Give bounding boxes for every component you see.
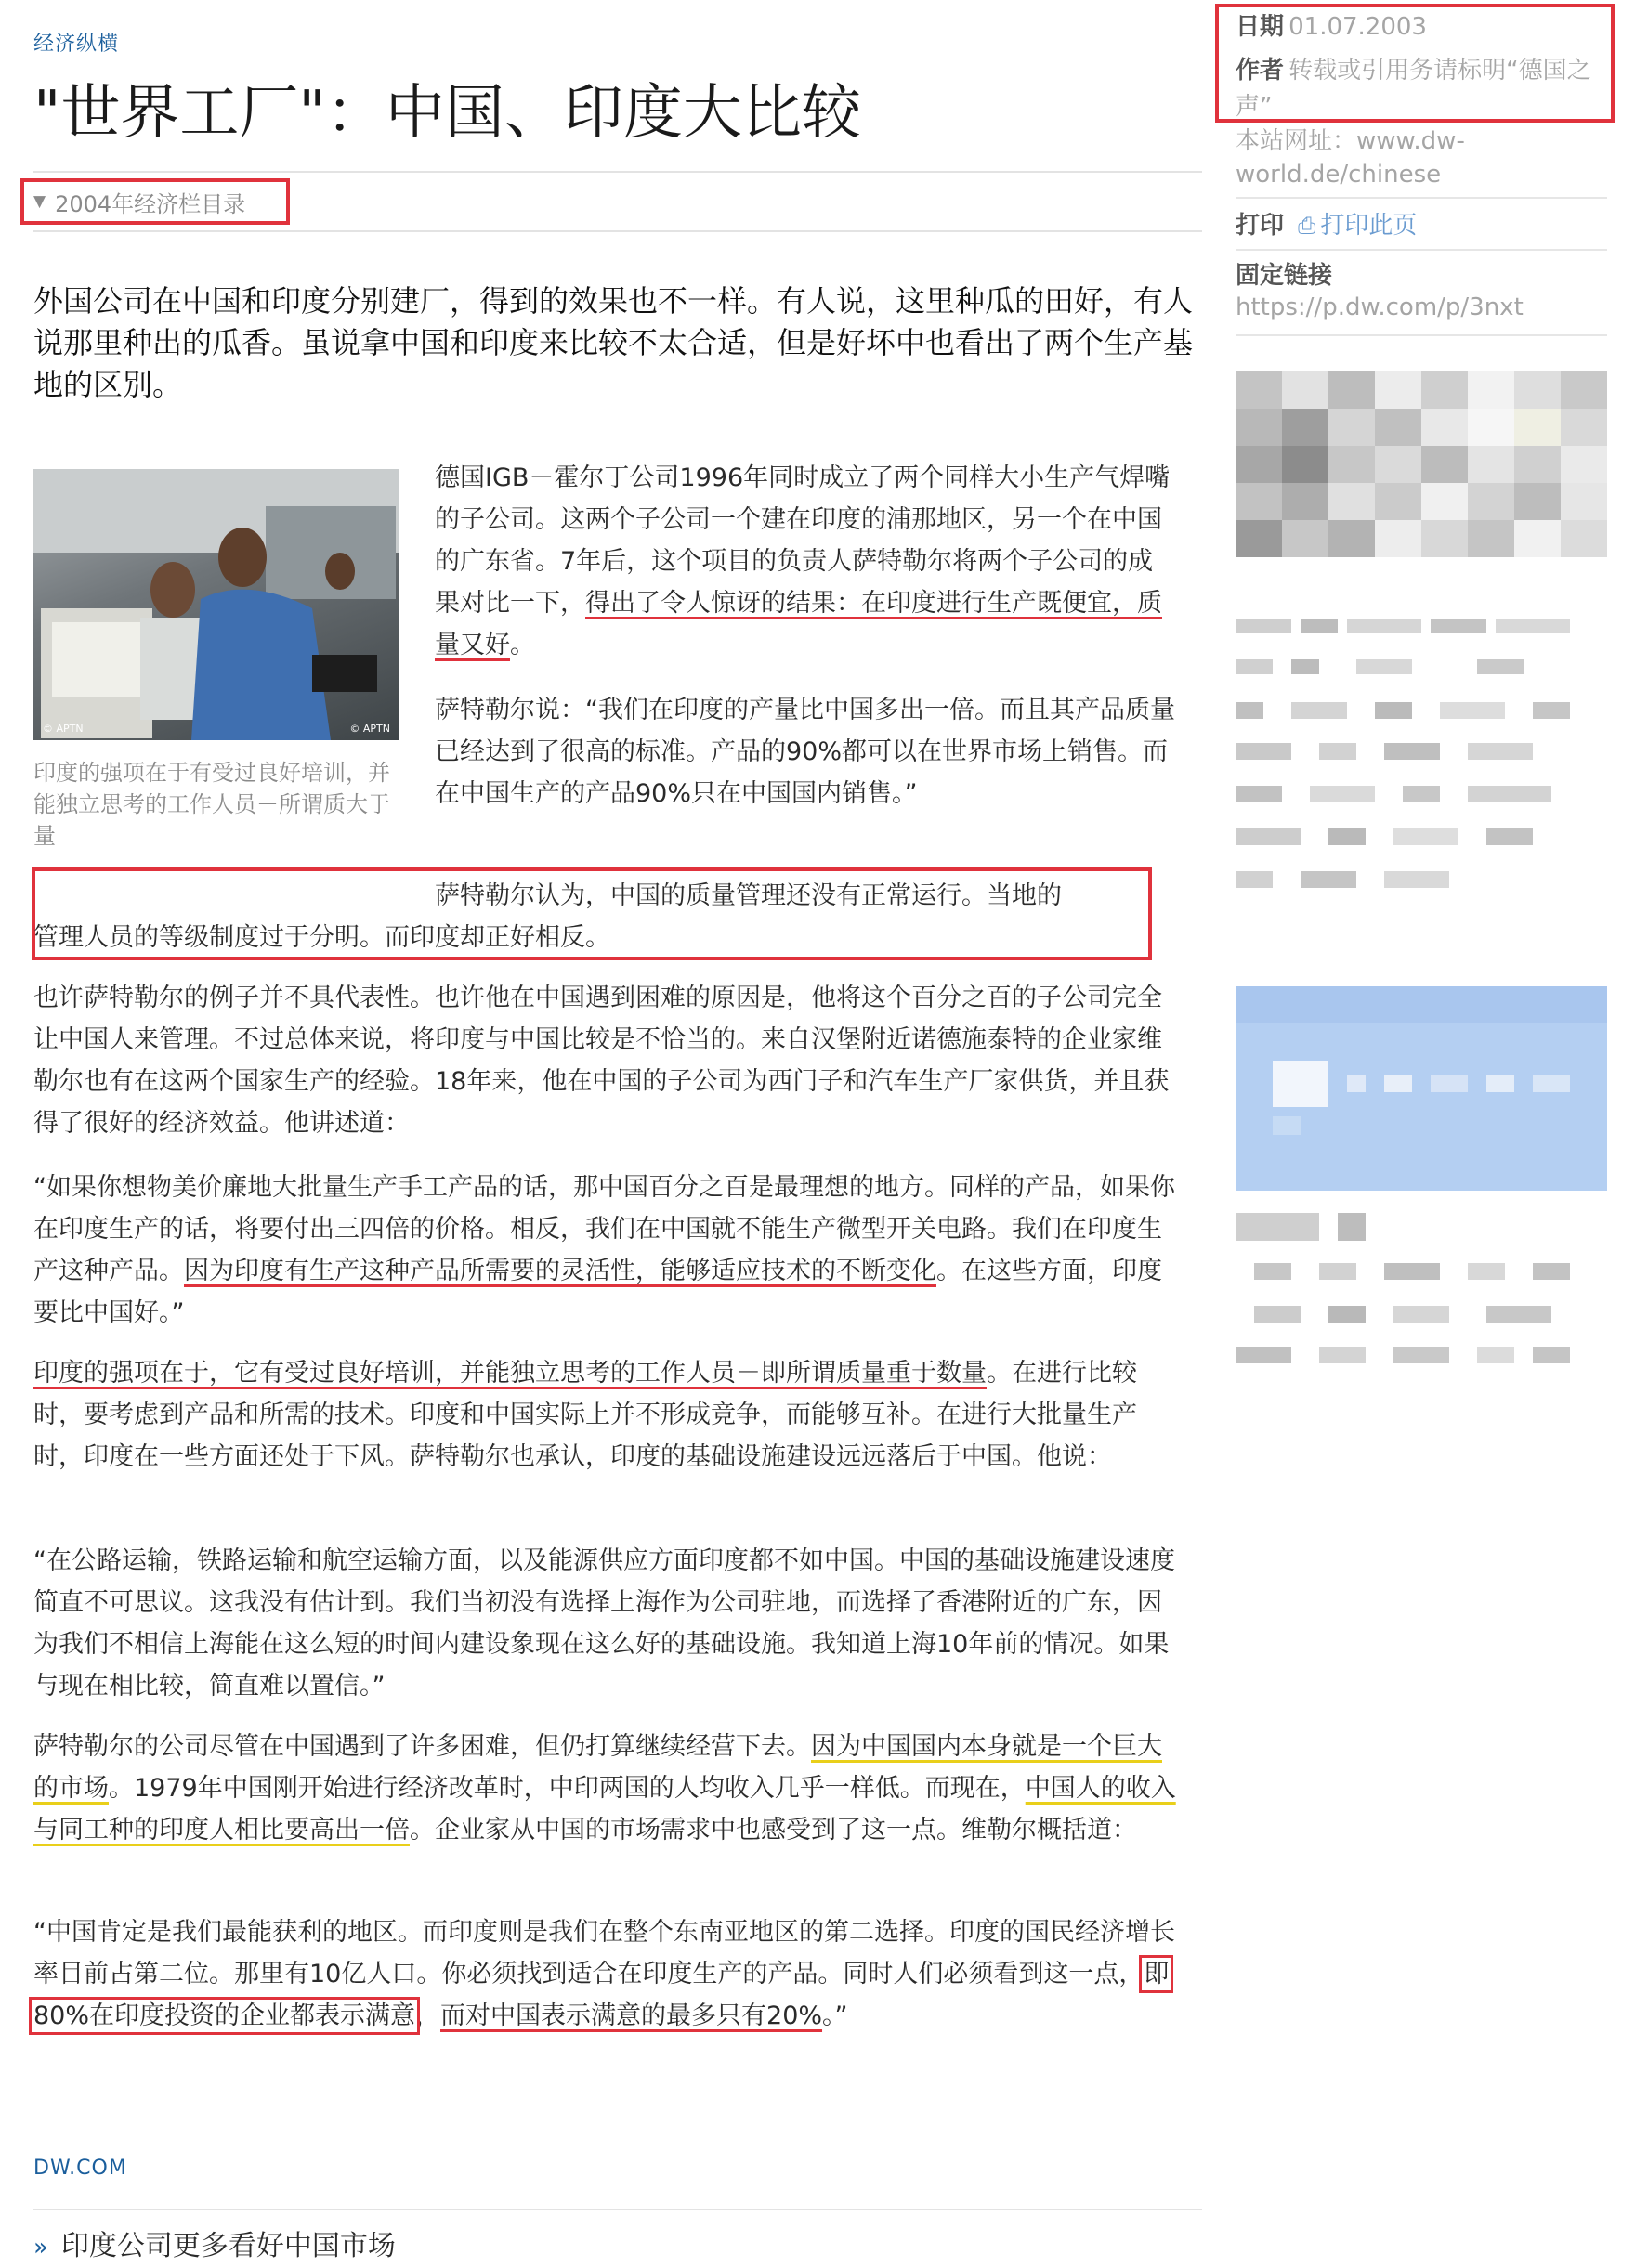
print-row	[1236, 206, 1607, 241]
site-url: 本站网址：www.dw-world.de/chinese	[1236, 127, 1465, 189]
text-run: 萨特勒尔的公司尽管在中国遇到了许多困难，但仍打算继续经营下去。	[33, 1732, 811, 1761]
text-run: “如果你想物美价廉地大批量生产手工产品的话，那中国百分之百是最理想的地方。同样的产品，如果你在印度生产的话，将要付出三四倍的价格。相反，我们在中国就不能生产微型开关电路。我们在印度生产这种产品。	[33, 1173, 1175, 1285]
page-title: "世界工厂"：中国、印度大比较	[33, 79, 861, 148]
triangle-down-icon: ▼	[33, 192, 46, 211]
pixelated-text	[1236, 1207, 1607, 1421]
author-value: 转载或引用务请标明“德国之声”	[1236, 57, 1591, 121]
text-run: 人均收入几乎一样低	[674, 1774, 900, 1803]
underlined-text: 而对中国表示满意的最多只有20%	[440, 2001, 823, 2030]
printer-icon: ⎙	[1298, 213, 1316, 239]
date-value: 01.07.2003	[1288, 13, 1427, 41]
divider	[33, 230, 1202, 232]
meta-date	[1236, 7, 1607, 42]
meta-author	[1236, 54, 1607, 126]
underlined-text: 得出了令人惊讶的结果：在印度进行生产既便宜，质量又好	[435, 589, 1162, 659]
paragraph: 也许萨特勒尔的例子并不具代表性。也许他在中国遇到困难的原因是，他将这个百分之百的子公司完全让中国人来管理。不过总体来说，将印度与中国比较是不恰当的。来自汉堡附近诺德施泰特的企业家维勒尔也有在这两个国家生产的经验。18年来，他在中国的子公司为西门子和汽车生产厂家供货，并且获得了很好的经济效益。他讲述道：	[33, 984, 1170, 1138]
boxed-text: 即80%在印度投资的企业都表示满意	[33, 1960, 1170, 2030]
photo-credit: © APTN	[43, 723, 84, 735]
pixelated-text	[1236, 613, 1607, 929]
related-article-label: 印度公司更多看好中国市场	[60, 2230, 396, 2262]
permalink-value[interactable]: https://p.dw.com/p/3nxt	[1236, 293, 1524, 321]
text-run: 。	[510, 631, 535, 659]
paragraph: “在公路运输，铁路运输和航空运输方面，以及能源供应方面印度都不如中国。中国的基础设施建设速度简直不可思议。这我没有估计到。我们当初没有选择上海作为公司驻地，而选择了香港附近的广东，因为我们不相信上海能在这么短的时间内建设象现在这么好的基础设施。我知道上海10年前的情况。如果与现在相比较，简直难以置信。”	[33, 1546, 1175, 1701]
paragraph: 管理人员的等级制度过于分明。而印度却正好相反。	[33, 923, 610, 952]
text-run: 。在这些方面，印度要比中国好。”	[33, 1257, 1162, 1327]
text-run: 。”	[822, 2001, 848, 2030]
text-run: 。而现在，	[899, 1774, 1026, 1803]
date-label: 日期	[1236, 13, 1285, 41]
paragraph	[33, 1167, 1176, 1334]
divider	[33, 171, 1202, 173]
text-run: ，	[415, 2001, 441, 2030]
paragraph: 萨特勒尔说：“我们在印度的产量比中国多出一倍。而且其产品质量已经达到了很高的标准。产品的90%都可以在世界市场上销售。而在中国生产的产品90%只在中国国内销售。”	[435, 696, 1175, 808]
divider	[33, 2209, 1202, 2210]
pixelated-image	[1236, 371, 1607, 594]
underlined-text: 印度的强项在于，它有受过良好培训，并能独立思考的工作人员－即所谓质量重于数量	[33, 1359, 987, 1388]
divider	[1236, 249, 1607, 251]
text-run: 。企业家从中国的市场需求中也感受到了这一点。维勒尔概括道：	[410, 1816, 1137, 1844]
photo-caption: 印度的强项在于有受过良好培训，并能独立思考的工作人员－所谓质大于量	[33, 760, 390, 849]
underlined-text: 中国人的收入与同工种的印度人相比要高出一倍	[33, 1774, 1176, 1844]
print-link[interactable]: 打印此页	[1320, 212, 1418, 240]
paragraph	[435, 457, 1178, 666]
text-run: 德国IGB－霍尔丁公司1996年同时成立了两个同样大小生产气焊嘴的子公司。这两个子公司一个建在印度的浦那地区，另一个在中国的广东省。7年后，这个项目的负责人萨特勒尔将两个子公司的成果对比一下，	[435, 463, 1171, 618]
paragraph	[33, 1352, 1176, 1478]
paragraph	[33, 1726, 1176, 1851]
underlined-text: 因为中国国内本身就是一个巨大的市场	[33, 1732, 1162, 1803]
toc-label: 2004年经济栏目录	[55, 190, 246, 217]
divider	[1236, 334, 1607, 336]
pixelated-banner	[1236, 986, 1607, 1191]
section-kicker[interactable]: 经济纵横	[33, 33, 120, 56]
divider	[1236, 197, 1607, 199]
photo-credit: © APTN	[349, 723, 390, 735]
article-photo	[33, 469, 399, 740]
toc-toggle[interactable]	[20, 178, 290, 225]
author-label: 作者	[1236, 57, 1285, 85]
paragraph	[33, 1911, 1176, 2037]
double-chevron-right-icon: »	[33, 2234, 48, 2261]
permalink-label-text: 固定链接	[1236, 262, 1333, 290]
related-article-link[interactable]	[33, 2222, 396, 2263]
paragraph: 萨特勒尔认为，中国的质量管理还没有正常运行。当地的	[435, 881, 1062, 910]
underlined-text: 因为印度有生产这种产品所需要的灵活性，能够适应技术的不断变化	[184, 1257, 936, 1285]
text-run: 。1979年中国刚开始进行经济改革时，中印两国的	[109, 1774, 674, 1803]
permalink-label	[1236, 256, 1607, 291]
source-label: DW.COM	[33, 2157, 127, 2180]
article-lead: 外国公司在中国和印度分别建厂，得到的效果也不一样。有人说，这里种瓜的田好，有人说那里种出的瓜香。虽说拿中国和印度来比较不太合适，但是好坏中也看出了两个生产基地的区别。	[33, 283, 1194, 402]
text-run: “中国肯定是我们最能获利的地区。而印度则是我们在整个东南亚地区的第二选择。印度的国民经济增长率目前占第二位。那里有10亿人口。你必须找到适合在印度生产的产品。同时人们必须看到这一点，	[33, 1918, 1175, 1988]
print-label: 打印	[1236, 212, 1285, 240]
text-run: 。在进行比较时，要考虑到产品和所需的技术。印度和中国实际上并不形成竞争，而能够互补。在进行大批量生产时，印度在一些方面还处于下风。萨特勒尔也承认，印度的基础设施建设远远落后于中国。他说：	[33, 1359, 1137, 1471]
